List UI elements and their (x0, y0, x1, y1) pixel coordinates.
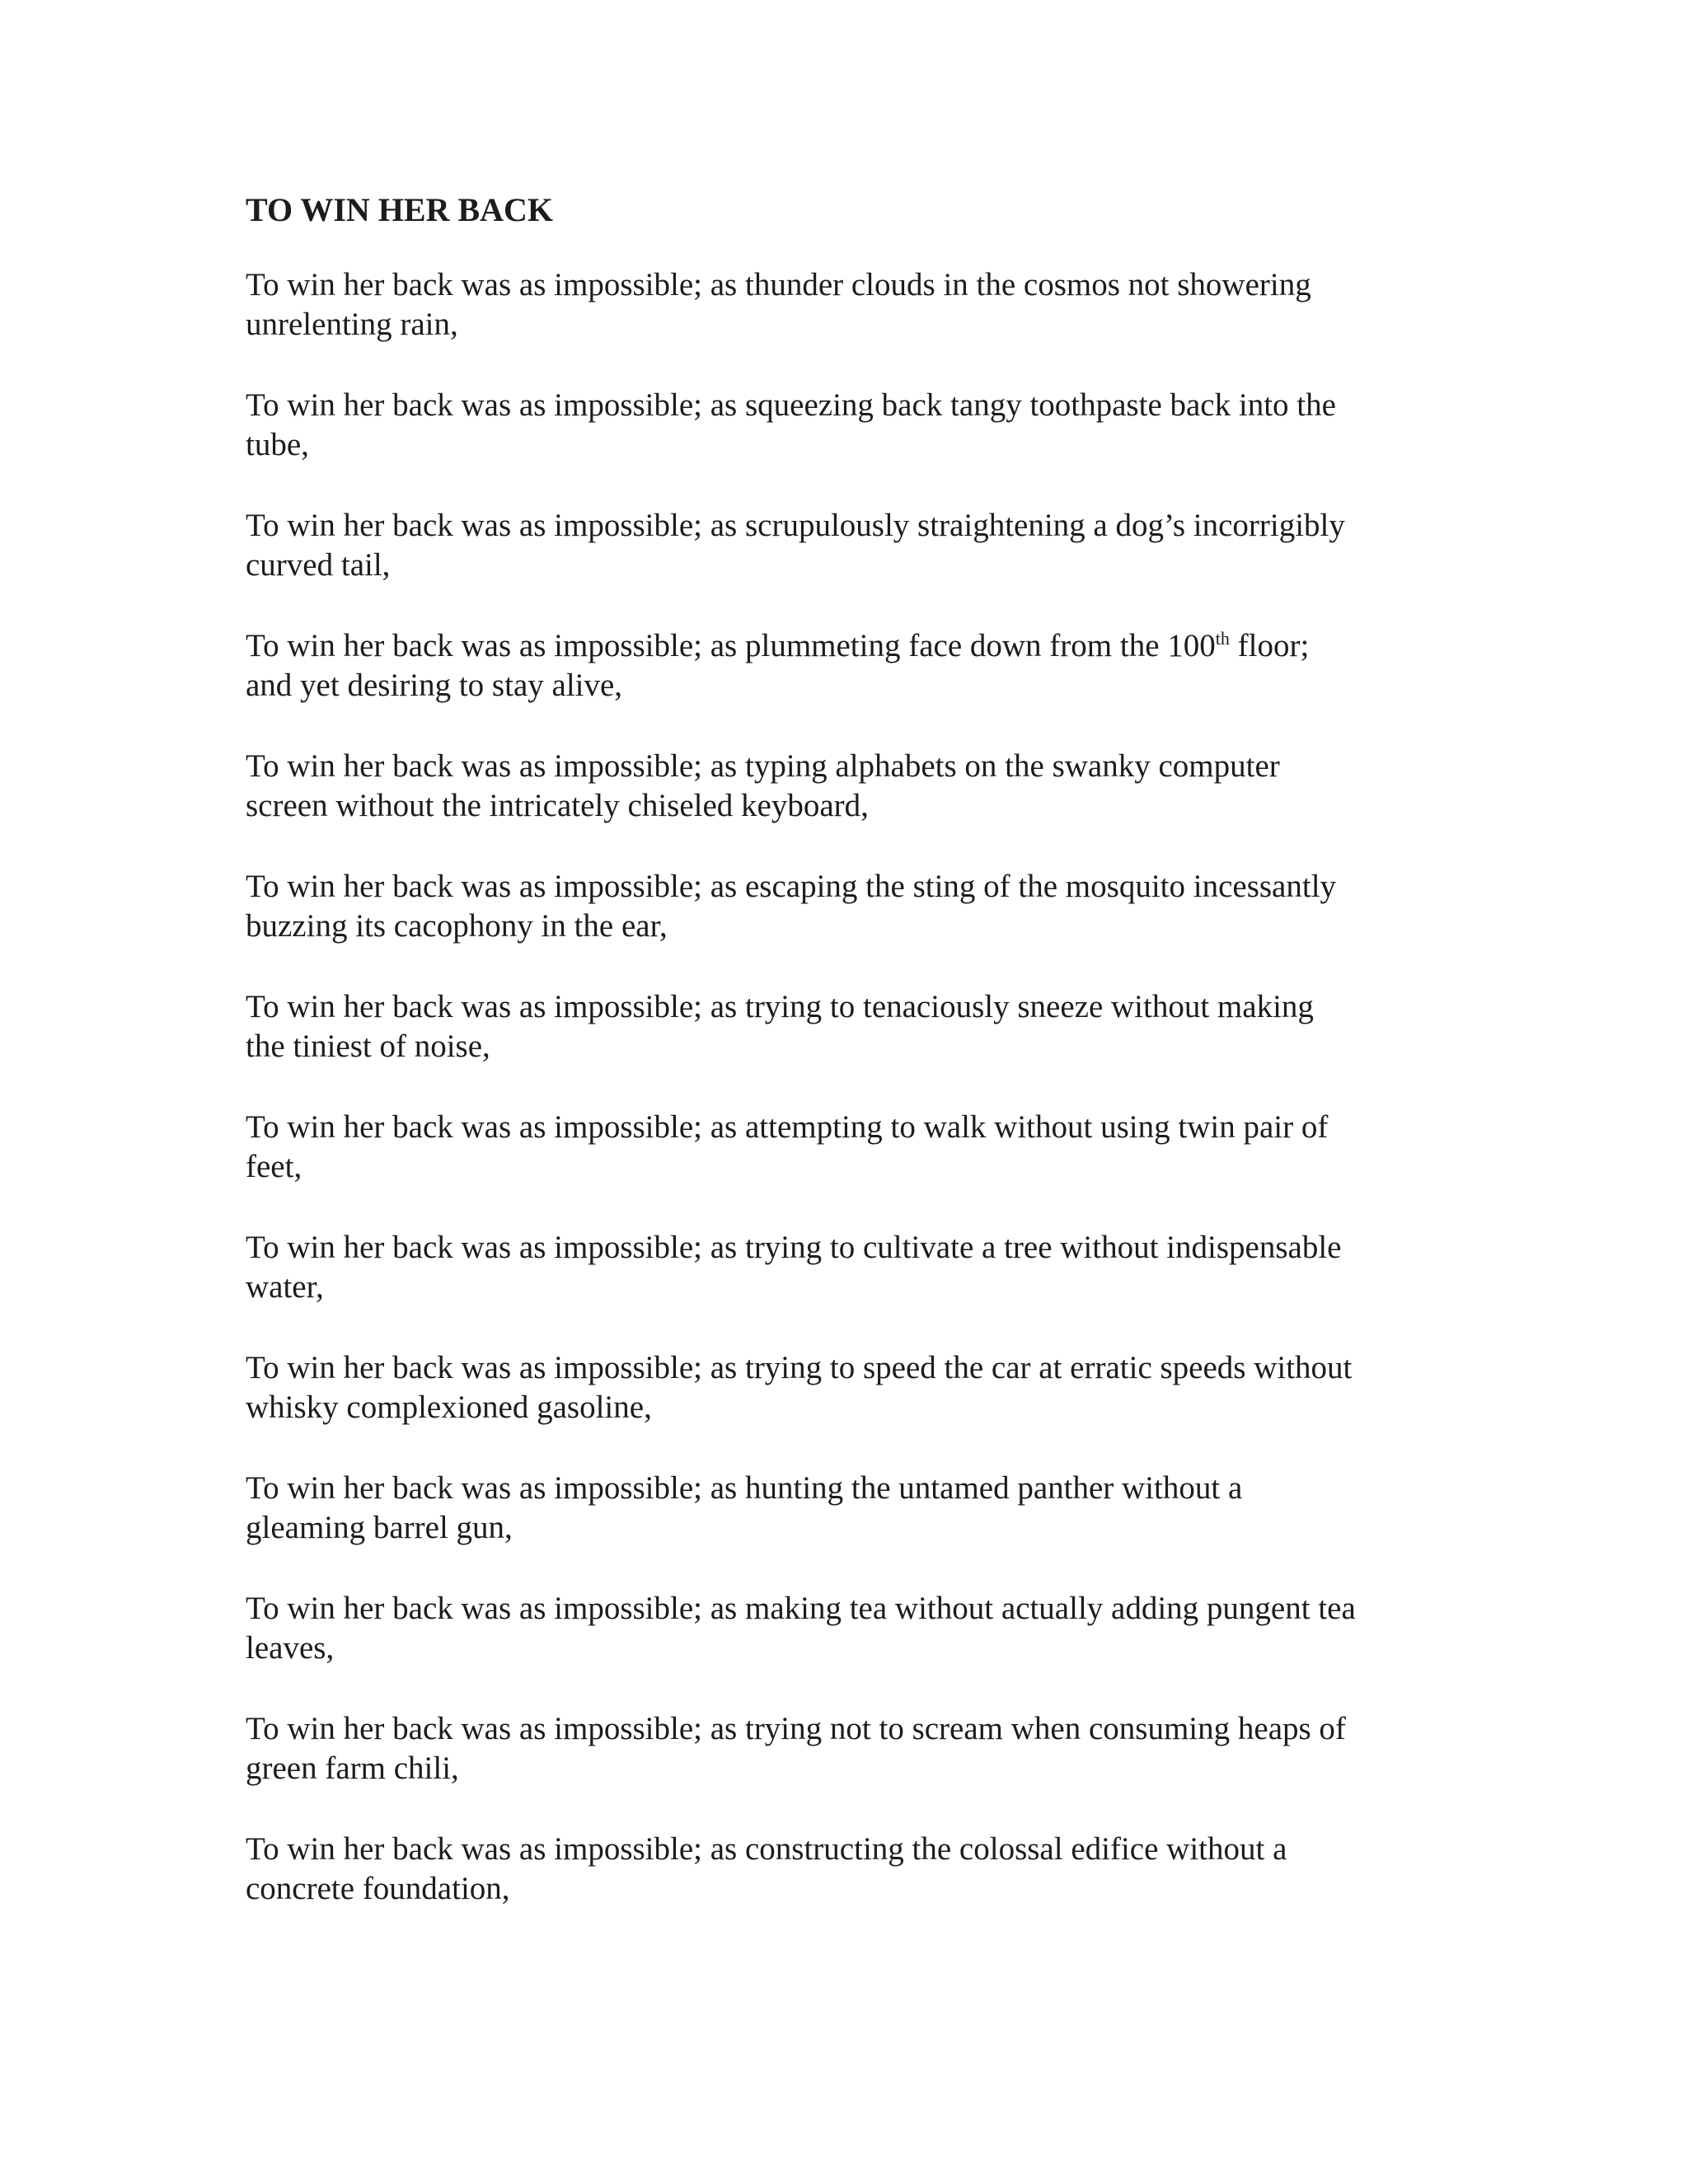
stanza-line: To win her back was as impossible; as hunting the untamed panther without a (246, 1470, 1243, 1506)
poem-body (246, 190, 1457, 1950)
ordinal-superscript: th (1215, 628, 1230, 649)
stanza-line: screen without the intricately chiseled keyboard, (246, 788, 869, 823)
stanza-line: To win her back was as impossible; as constructing the colossal edifice without a (246, 1831, 1287, 1867)
stanza (246, 1830, 1457, 1909)
stanza (246, 506, 1457, 585)
stanza-line: whisky complexioned gasoline, (246, 1390, 652, 1425)
stanza-line: To win her back was as impossible; as scrupulously straightening a dog’s incorrigibly (246, 508, 1345, 543)
stanza (246, 626, 1457, 705)
stanza (246, 1228, 1457, 1307)
stanza-line: tube, (246, 427, 309, 462)
stanza-line: To win her back was as impossible; as thunder clouds in the cosmos not showering (246, 267, 1311, 302)
stanza (246, 386, 1457, 465)
stanza-line: To win her back was as impossible; as attempting to walk without using twin pair of (246, 1109, 1329, 1145)
stanza-line: leaves, (246, 1630, 335, 1666)
stanza (246, 867, 1457, 946)
stanza-line: curved tail, (246, 547, 391, 583)
stanza-line: feet, (246, 1149, 302, 1184)
stanza-line: and yet desiring to stay alive, (246, 668, 623, 703)
poem-title: TO WIN HER BACK (246, 191, 554, 228)
stanza-line: To win her back was as impossible; as typing alphabets on the swanky computer (246, 748, 1280, 784)
stanza (246, 265, 1457, 344)
stanza (246, 1108, 1457, 1187)
stanza (246, 1589, 1457, 1668)
stanza-line: concrete foundation, (246, 1871, 510, 1906)
stanza-line: water, (246, 1269, 324, 1305)
stanza-line: To win her back was as impossible; as escaping the sting of the mosquito incessantly (246, 869, 1337, 904)
stanza-line (246, 626, 1457, 666)
stanza-line: buzzing its cacophony in the ear, (246, 908, 668, 944)
stanza (246, 987, 1457, 1066)
stanza (246, 1709, 1457, 1788)
stanza-line: To win her back was as impossible; as trying to tenaciously sneeze without making (246, 989, 1314, 1024)
stanza-line: To win her back was as impossible; as trying to cultivate a tree without indispensable (246, 1230, 1342, 1265)
stanza-line-text: floor; (1229, 628, 1310, 663)
stanza-line: the tiniest of noise, (246, 1029, 490, 1064)
stanza-line: To win her back was as impossible; as trying to speed the car at erratic speeds without (246, 1350, 1353, 1385)
stanza-line: To win her back was as impossible; as trying not to scream when consuming heaps of (246, 1711, 1346, 1746)
stanza-line: To win her back was as impossible; as making tea without actually adding pungent tea (246, 1591, 1356, 1626)
stanza-line: green farm chili, (246, 1750, 459, 1786)
stanza-line-text: To win her back was as impossible; as plummeting face down from the 100 (246, 628, 1216, 663)
stanza (246, 747, 1457, 826)
stanza-line: unrelenting rain, (246, 307, 458, 342)
stanza (246, 1469, 1457, 1548)
stanza-line: To win her back was as impossible; as squeezing back tangy toothpaste back into the (246, 387, 1336, 423)
stanza (246, 1348, 1457, 1427)
stanza-line: gleaming barrel gun, (246, 1510, 513, 1545)
